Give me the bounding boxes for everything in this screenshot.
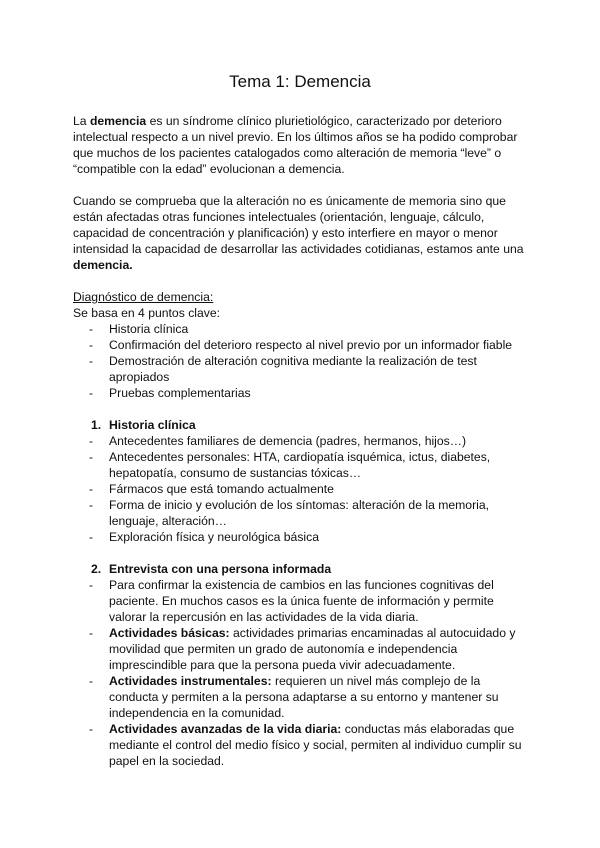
list-item-text: Exploración física y neurológica básica	[109, 530, 320, 544]
list-item-text: Fármacos que está tomando actualmente	[109, 482, 334, 496]
bullet-dash: -	[89, 386, 94, 400]
list-item	[73, 321, 533, 337]
bullet-dash: -	[89, 722, 94, 736]
diagnostico-list	[73, 321, 533, 401]
section-1-heading	[73, 417, 533, 433]
list-item	[73, 385, 533, 401]
document-body	[73, 113, 533, 769]
diagnostico-heading: Diagnóstico de demencia:	[73, 290, 214, 304]
list-item	[73, 481, 533, 497]
list-item	[73, 529, 533, 545]
section-title: Historia clínica	[109, 418, 196, 432]
intro-paragraph-2	[73, 193, 533, 273]
list-item	[73, 625, 533, 673]
bullet-dash: -	[89, 674, 94, 688]
section-number: 1.	[91, 418, 102, 432]
list-item	[73, 353, 533, 385]
list-item	[73, 433, 533, 449]
section-title: Entrevista con una persona informada	[109, 562, 332, 576]
bullet-dash: -	[89, 322, 94, 336]
intro-p2-bold: demencia.	[73, 258, 133, 272]
bullet-dash: -	[89, 578, 94, 592]
bullet-dash: -	[89, 354, 94, 368]
section-1-list	[73, 433, 533, 545]
list-item-text: Historia clínica	[109, 322, 189, 336]
bullet-dash: -	[89, 434, 94, 448]
list-item-text: requieren un nivel más complejo de la conducta y permiten a la persona adaptarse a su entorno y mantener su independencia en la comunidad.	[109, 674, 499, 720]
page-title: Tema 1: Demencia	[229, 72, 371, 91]
list-item-text: Confirmación del deterioro respecto al nivel previo por un informador fiable	[109, 338, 513, 352]
bullet-dash: -	[89, 626, 94, 640]
section-2-heading	[73, 561, 533, 577]
list-item-text: Pruebas complementarias	[109, 386, 251, 400]
list-item-text: Para confirmar la existencia de cambios en las funciones cognitivas del paciente. En muchos casos es la única fuente de información y permite valorar la repercusión en las actividades de la vida diaria.	[109, 578, 494, 624]
bullet-dash: -	[89, 498, 94, 512]
bullet-dash: -	[89, 530, 94, 544]
list-item	[73, 577, 533, 625]
intro-p1-rest: es un síndrome clínico plurietiológico, caracterizado por deterioro intelectual respecto a un nivel previo. En los últimos años se ha podido comprobar que muchos de los pacientes catalogados como alteración de memoria “leve” o “compatible con la edad” evolucionan a demencia.	[73, 114, 518, 176]
list-item	[73, 721, 533, 769]
bullet-dash: -	[89, 482, 94, 496]
section-number: 2.	[91, 562, 102, 576]
list-item-text: Demostración de alteración cognitiva mediante la realización de test apropiados	[109, 354, 477, 384]
list-item	[73, 497, 533, 529]
list-item-text: Forma de inicio y evolución de los síntomas: alteración de la memoria, lenguaje, alteración…	[109, 498, 490, 528]
list-item-text: conductas más elaboradas que mediante el control del medio físico y social, permiten al individuo cumplir su papel en la sociedad.	[109, 722, 522, 768]
diagnostico-lead: Se basa en 4 puntos clave:	[73, 306, 221, 320]
intro-p1-pre: La	[73, 114, 90, 128]
list-item-term: Actividades avanzadas de la vida diaria:	[109, 722, 342, 736]
bullet-dash: -	[89, 450, 94, 464]
intro-p2-text: Cuando se comprueba que la alteración no es únicamente de memoria sino que están afectadas otras funciones intelectuales (orientación, lenguaje, cálculo, capacidad de concentración y planificación) y esto interfiere en mayor o menor intensidad la capacidad de desarrollar las actividades cotidianas, estamos ante una	[73, 194, 524, 256]
list-item	[73, 673, 533, 721]
list-item-term: Actividades instrumentales:	[109, 674, 272, 688]
section-2-list	[73, 577, 533, 769]
list-item	[73, 337, 533, 353]
bullet-dash: -	[89, 338, 94, 352]
intro-paragraph-1	[73, 113, 533, 177]
intro-p1-bold: demencia	[89, 114, 147, 128]
list-item-term: Actividades básicas:	[109, 626, 230, 640]
list-item	[73, 449, 533, 481]
list-item-text: Antecedentes personales: HTA, cardiopatía isquémica, ictus, diabetes, hepatopatía, consumo de sustancias tóxicas…	[109, 450, 491, 480]
list-item-text: actividades primarias encaminadas al autocuidado y movilidad que permiten un grado de autonomía e independencia imprescindible para que la persona pueda vivir adecuadamente.	[109, 626, 516, 672]
list-item-text: Antecedentes familiares de demencia (padres, hermanos, hijos…)	[109, 434, 467, 448]
